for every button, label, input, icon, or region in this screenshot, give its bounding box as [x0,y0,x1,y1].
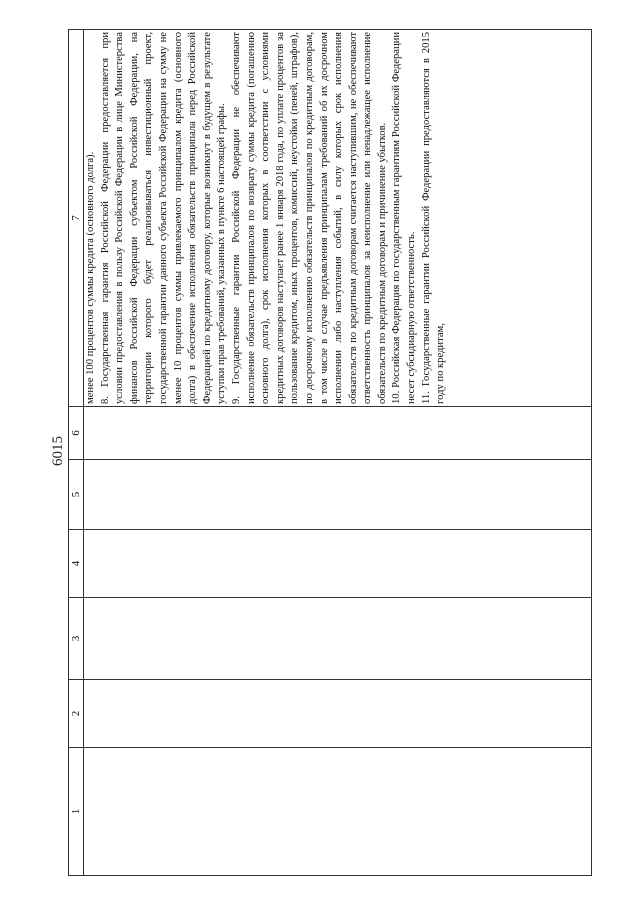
paragraph-continuation: менее 100 процентов суммы кредита (основного долга). [85,151,96,404]
column-header-7: 7 [69,30,84,407]
column-header-2: 2 [69,680,84,748]
cell-col-5 [84,460,592,530]
appendix-table [68,29,592,876]
column-header-6: 6 [69,407,84,460]
paragraph-10: 10. Российская Федерация по государственным гарантиям Российской Федерации несет субсидиарную ответственность. [391,32,418,404]
cell-col-3 [84,598,592,680]
paragraph-9: 9. Государственные гарантии Российской Федерации не обеспечивают исполнение обязательств принципалов по возврату суммы кредита (погашению основного долга), срок исполнения которых в соответствии с условиями кредитных договоров наступает ранее 1 января 2018 года, по уплате процентов за пользование кредитом, иных процентов, комиссий, неустойки (пеней, штрафов), по досрочному исполнению обязательств принципалов по кредитным договорам, в том числе в случае предъявления принципалам требований об их досрочном исполнении либо наступления событий, в силу которых срок исполнения обязательств по кредитным договорам считается наступившим, не обеспечивают ответственность принципалов за неисполнение или ненадлежащее исполнение обязательств по кредитным договорам и причинение убытков. [230,32,388,404]
cell-col-2 [84,680,592,748]
cell-col-7 [84,30,592,407]
column-number-row [69,30,84,876]
paragraph-11: 11. Государственные гарантии Российской Федерации предоставляются в 2015 году по кредитам, [420,32,447,404]
page-number: 6015 [50,436,66,466]
cell-col-4 [84,530,592,598]
column-header-1: 1 [69,748,84,876]
column-header-5: 5 [69,460,84,530]
paragraph-8: 8. Государственная гарантия Российской Федерации предоставляется при условии предоставления в пользу Российской Федерации в лице Министерства финансов Российской Федерации субъектом Российской Федерации, на территории которого будет реализовываться инвестиционный проект, государственной гарантии данного субъекта Российской Федерации на сумму не менее 10 процентов суммы привлекаемого принципалом кредита (основного долга) в обеспечение исполнения обязательств принципала перед Российской Федерацией по кредитному договору, которые возникнут в будущем в результате уступки прав требований, указанных в пункте 6 настоящей графы. [99,32,228,404]
table-row [84,30,592,876]
column-header-3: 3 [69,598,84,680]
column-header-4: 4 [69,530,84,598]
rotated-table-sheet [68,30,590,876]
conditions-text [84,30,449,406]
cell-col-6 [84,407,592,460]
cell-col-1 [84,748,592,876]
